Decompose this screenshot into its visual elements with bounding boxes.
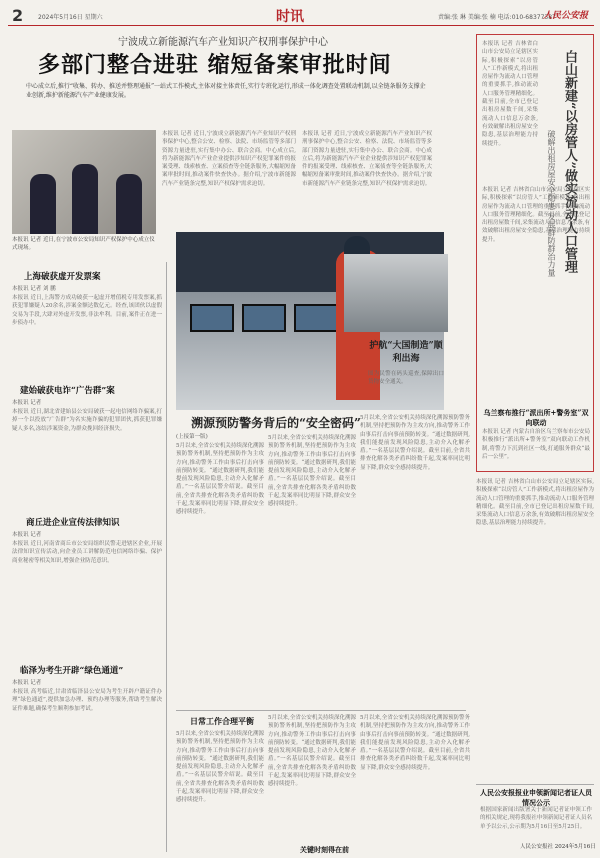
right-body-col3: 本报讯 记者 内蒙古自治区乌兰察布市公安局积极推行“派出所+警务室”双向联动工作机制,将警力下沉到社区一线,打通服务群众“最后一公里”。 — [482, 429, 590, 460]
person-figure — [72, 164, 98, 234]
main-headline: 多部门整合进驻 缩短备案审批时间 — [38, 52, 392, 78]
center-body-col6: 5月以来,全省公安机关持续深化溯源预防警务机制,坚持把预防作为主攻方向,推动警务工作由事后打击向事前预防转变。“通过数据研判,我们能提前发现风险隐患,主动介入化解矛盾。”一名基层民警介绍说。截至目前,全省共排查化解各类矛盾纠纷数千起,发案率同比明显下降,群众安全感持续提升。 — [360, 715, 470, 771]
article-byline-2: 本报讯 记者 — [12, 400, 42, 406]
right-subhead: 破解出租房屋安全隐患 发展群防群治力量 — [547, 130, 556, 277]
right-subhead-2: 乌兰察布推行“派出所+警务室”双向联动 — [483, 408, 589, 427]
main-kicker: 宁波成立新能源汽车产业知识产权刑事保护中心 — [118, 37, 328, 48]
main-lead: 中心成立后,推行“收集、转办、推送并整理通报”一站式工作模式,主体对接主体责任,实行专班化运行,形成一体化调查处置联动机制,以全链条服务支撑企业创新,维护新能源汽车产业健康发展。 — [26, 83, 426, 99]
monitor-screen — [190, 304, 234, 332]
right-headline: 白山新建“以房管人”做实流动人口管理 — [562, 50, 577, 273]
page-number: 2 — [12, 6, 24, 25]
notice-divider — [476, 784, 594, 785]
center-continued-a: (上接第一版) — [176, 434, 208, 440]
center-body-col4: 5月以来,全省公安机关持续深化溯源预防警务机制,坚持把预防作为主攻方向,推动警务工作由事后打击向事前预防转变。“通过数据研判,我们能提前发现风险隐患,主动介入化解矛盾。”一名基层民警介绍说。截至目前,全省共排查化解各类矛盾纠纷数千起,发案率同比明显下降,群众安全感持续提升。 — [176, 731, 264, 804]
center-body-col3: 5月以来,全省公安机关持续深化溯源预防警务机制,坚持把预防作为主攻方向,推动警务工作由事后打击向事前预防转变。“通过数据研判,我们能提前发现风险隐患,主动介入化解矛盾。”一名基层民警介绍说。截至目前,全省共排查化解各类矛盾纠纷数千起,发案率同比明显下降,群众安全感持续提升。 — [360, 415, 470, 471]
horizontal-divider — [176, 710, 466, 711]
main-photo-caption: 本报讯 记者 近日,在宁波市公安局知识产权保护中心成立仪式现场。 — [12, 237, 155, 251]
main-body-col2: 本报讯 记者 近日,宁波成立新能源汽车产业知识产权刑事保护中心,整合公安、检察、法院、市场监管等多部门资源力量进驻,实行集中办公、联合会商。中心成立后,将为新能源汽车产业企业提供涉知识产权犯罪案件的报案受理、线索核查、立案侦查等全链条服务,大幅缩短备案审批时间,推动案件快查快办。据介绍,宁波市新能源汽车产业链条完整,知识产权保护需求迫切。 — [302, 131, 432, 187]
article-byline-1: 本报讯 记者 刘 鹏 — [12, 286, 56, 292]
right-body-lower: 本报讯 记者 吉林省白山市公安局立足辖区实际,积极探索“以房管人”工作新模式,将出租房屋作为流动人口管理的重要抓手,推动流动人口服务管理精细化。截至目前,全市已登记出租房屋数千间,采集流动人口信息万余条,有效破解出租房屋安全隐患,基层治理能力持续提升。 — [476, 479, 594, 527]
article-byline-4: 本报讯 记者 — [12, 680, 42, 686]
article-body-2: 本报讯 近日,湖北省建始县公安局破获一起电信网络诈骗案,打掉一个以投放“广告群”为名实施诈骗的犯罪团伙,抓获犯罪嫌疑人多名,冻结涉案资金,为群众挽回经济损失。 — [12, 409, 162, 432]
notice-signature: 人民公安报社 2024年5月16日 — [520, 844, 596, 850]
monitor-screen — [242, 304, 286, 332]
article-title-2: 建始破获电诈“广告群”案 — [20, 386, 115, 396]
article-byline-3: 本报讯 记者 — [12, 532, 42, 538]
monitor-screen — [294, 304, 338, 332]
notice-title: 人民公安报报业申领新闻记者证人员情况公示 — [480, 788, 592, 807]
page-header — [8, 6, 594, 26]
newspaper-logo: 人民公安报 — [543, 11, 589, 21]
center-headline: 溯源预防警务背后的“安全密码” — [191, 416, 361, 430]
center-body-col2: 5月以来,全省公安机关持续深化溯源预防警务机制,坚持把预防作为主攻方向,推动警务工作由事后打击向事前预防转变。“通过数据研判,我们能提前发现风险隐患,主动介入化解矛盾。”一名基层民警介绍说。截至目前,全省共排查化解各类矛盾纠纷数千起,发案率同比明显下降,群众安全感持续提升。 — [268, 435, 356, 508]
center-body-col1: 5月以来,全省公安机关持续深化溯源预防警务机制,坚持把预防作为主攻方向,推动警务工作由事后打击向事前预防转变。“通过数据研判,我们能提前发现风险隐患,主动介入化解矛盾。”一名基层民警介绍说。截至目前,全省共排查化解各类矛盾纠纷数千起,发案率同比明显下降,群众安全感持续提升。 — [176, 443, 264, 516]
inset-title: 护航“大国制造”顺利出海 — [369, 341, 443, 364]
article-title-4: 临泽为考生开辟“绿色通道” — [20, 666, 124, 676]
right-body-col2: 本报讯 记者 吉林省白山市公安局立足辖区实际,积极探索“以房管人”工作新模式,将出租房屋作为流动人口管理的重要抓手,推动流动人口服务管理精细化。截至目前,全市已登记出租房屋数千间,采集流动人口信息万余条,有效破解出租房屋安全隐患,基层治理能力持续提升。 — [482, 187, 590, 243]
center-footer-title: 关键时刻得在前 — [300, 845, 349, 854]
article-body-1: 本报讯 近日,上海警方成功破获一起虚开增值税专用发票案,抓获犯罪嫌疑人20余名,涉案金额达数亿元。经查,该团伙以虚假交易为手段,大肆对外虚开发票,非法牟利。目前,案件正在进一步侦办中。 — [12, 295, 162, 326]
main-photo — [12, 130, 156, 234]
issue-date: 2024年5月16日 星期六 — [38, 14, 103, 21]
main-body-col1: 本报讯 记者 近日,宁波成立新能源汽车产业知识产权刑事保护中心,整合公安、检察、法院、市场监管等多部门资源力量进驻,实行集中办公、联合会商。中心成立后,将为新能源汽车产业企业提供涉知识产权犯罪案件的报案受理、线索核查、立案侦查等全链条服务,大幅缩短备案审批时间,推动案件快查快办。据介绍,宁波市新能源汽车产业链条完整,知识产权保护需求迫切。 — [162, 131, 296, 187]
inset-text: 图为民警在码头巡查,保障出口货物安全通关。 — [368, 371, 444, 386]
editor-line: 责编:张 琳 美编:张 楠 电话:010-68377387 — [438, 14, 556, 21]
section-title: 时讯 — [276, 9, 304, 25]
notice-text: 根据国家新闻出版署关于新闻记者证申领工作的相关规定,现将我报社申领新闻记者证人员名单予以公示,公示期为5月16日至5月25日。 — [480, 807, 592, 830]
center-body-col5: 5月以来,全省公安机关持续深化溯源预防警务机制,坚持把预防作为主攻方向,推动警务工作由事后打击向事前预防转变。“通过数据研判,我们能提前发现风险隐患,主动介入化解矛盾。”一名基层民警介绍说。截至目前,全省共排查化解各类矛盾纠纷数千起,发案率同比明显下降,群众安全感持续提升。 — [268, 715, 356, 788]
inset-photo — [344, 254, 448, 332]
article-body-3: 本报讯 近日,河南省商丘市公安局组织民警走进辖区企业,开展法律知识宣传活动,向企业员工讲解防范电信网络诈骗、保护商业秘密等相关知识,增强企业防范意识。 — [12, 541, 162, 564]
column-divider — [166, 262, 167, 852]
article-body-4: 本报讯 高考临近,甘肃省临泽县公安局为考生开辟户籍证件办理“绿色通道”,提供加急办理、预约办理等服务,帮助考生解决证件难题,确保考生顺利参加考试。 — [12, 689, 162, 712]
article-title-1: 上海破获虚开发票案 — [24, 272, 101, 282]
person-figure — [30, 174, 56, 234]
article-title-3: 商丘进企业宣传法律知识 — [26, 518, 120, 528]
center-subhead: 日常工作合理平衡 — [190, 716, 254, 726]
right-body-col1: 本报讯 记者 吉林省白山市公安局立足辖区实际,积极探索“以房管人”工作新模式,将出租房屋作为流动人口管理的重要抓手,推动流动人口服务管理精细化。截至目前,全市已登记出租房屋数千间,采集流动人口信息万余条,有效破解出租房屋安全隐患,基层治理能力持续提升。 — [482, 41, 538, 147]
person-figure — [116, 174, 142, 234]
